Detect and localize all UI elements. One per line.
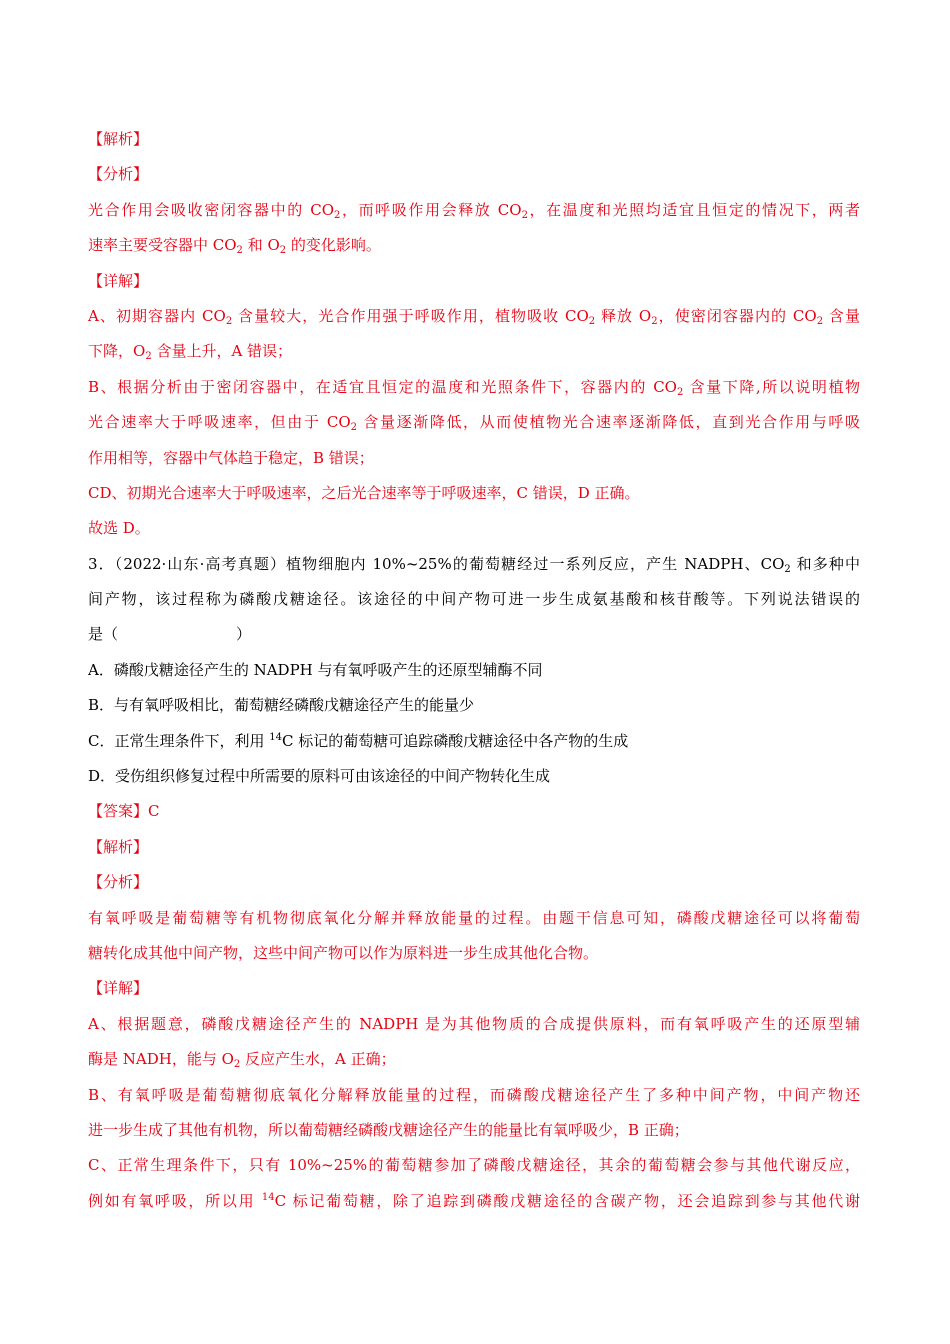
q3-option-c: C．正常生理条件下，利用 $^{14}$C 标记的葡萄糖可追踪磷酸戊糖途径中各产物的生成 [88, 731, 629, 750]
q3-option-a-line-2: 酶是 NADH，能与 $O_2$ 反应产生水，A 正确； [88, 1050, 396, 1071]
q2-jiexi-heading: 【解析】 [88, 130, 149, 148]
q2-conclusion: 故选 D。 [88, 519, 150, 538]
q3-analysis-line-1: 有氧呼吸是葡萄糖等有机物彻底氧化分解并释放能量的过程。由题干信息可知，磷酸戊糖途径可以将葡萄 [88, 908, 860, 927]
q2-analysis-line-1: 光合作用会吸收密闭容器中的 $CO_2$，而呼吸作用会释放 $CO_2$，在温度和光照均适宜且恒定的情况下，两者 [88, 200, 860, 221]
q2-option-a-line-1: A、初期容器内 $CO_2$ 含量较大，光合作用强于呼吸作用，植物吸收 $CO_2$ 释放 $O_2$，使密闭容器内的 $CO_2$ 含量 [88, 306, 860, 327]
q3-fenxi-heading: 【分析】 [88, 873, 149, 892]
q3-option-a: A．磷酸戊糖途径产生的 NADPH 与有氧呼吸产生的还原型辅酶不同 [88, 660, 543, 679]
q3-stem-line-3: 是（ ） [88, 625, 252, 644]
q2-option-b-line-2: 光合速率大于呼吸速率，但由于 $CO_2$ 含量逐渐降低，从而使植物光合速率逐渐降低，直到光合作用与呼吸 [88, 413, 860, 434]
q2-option-cd: CD、初期光合速率大于呼吸速率，之后光合速率等于呼吸速率，C 错误，D 正确。 [88, 483, 640, 502]
q2-xiangjie-heading: 【详解】 [88, 271, 149, 290]
q3-option-c-line-1: C、正常生理条件下，只有 10%~25%的葡萄糖参加了磷酸戊糖途径，其余的葡萄糖会参与其他代谢反应， [88, 1156, 860, 1175]
q2-option-a-line-2: 下降，$O_2$ 含量上升，A 错误； [88, 342, 293, 363]
q3-stem-line-1: 3．（2022·山东·高考真题）植物细胞内 10%~25%的葡萄糖经过一系列反应，产生 NADPH、$CO_2$ 和多种中 [88, 554, 860, 575]
q2-analysis-line-2: 速率主要受容器中 $CO_2$ 和 $O_2$ 的变化影响。 [88, 236, 381, 257]
document-page [88, 122, 860, 1219]
q3-xiangjie-heading: 【详解】 [88, 979, 149, 998]
q3-answer: 【答案】C [88, 802, 160, 821]
q3-stem-line-2: 间产物，该过程称为磷酸戊糖途径。该途径的中间产物可进一步生成氨基酸和核苷酸等。下列说法错误的 [88, 590, 860, 609]
q3-option-c-line-2: 例如有氧呼吸，所以用 $^{14}$C 标记葡萄糖，除了追踪到磷酸戊糖途径的含碳产物，还会追踪到参与其他代谢 [88, 1191, 860, 1210]
q2-option-b-line-1: B、根据分析由于密闭容器中，在适宜且恒定的温度和光照条件下，容器内的 $CO_2$ 含量下降,所以说明植物 [88, 377, 860, 398]
q2-fenxi-heading: 【分析】 [88, 165, 149, 184]
q3-option-b: B．与有氧呼吸相比，葡萄糖经磷酸戊糖途径产生的能量少 [88, 696, 475, 715]
q3-option-a-line-1: A、根据题意，磷酸戊糖途径产生的 NADPH 是为其他物质的合成提供原料，而有氧呼吸产生的还原型辅 [88, 1014, 860, 1033]
q3-option-b-line-2: 进一步生成了其他有机物，所以葡萄糖经磷酸戊糖途径产生的能量比有氧呼吸少，B 正确； [88, 1120, 689, 1139]
q3-option-b-line-1: B、有氧呼吸是葡萄糖彻底氧化分解释放能量的过程，而磷酸戊糖途径产生了多种中间产物，中间产物还 [88, 1085, 860, 1104]
q3-option-d: D．受伤组织修复过程中所需要的原料可由该途径的中间产物转化生成 [88, 767, 551, 786]
q3-jiexi-heading: 【解析】 [88, 837, 149, 856]
q2-option-b-line-3: 作用相等，容器中气体趋于稳定，B 错误； [88, 448, 374, 467]
q3-analysis-line-2: 糖转化成其他中间产物，这些中间产物可以作为原料进一步生成其他化合物。 [88, 943, 599, 962]
